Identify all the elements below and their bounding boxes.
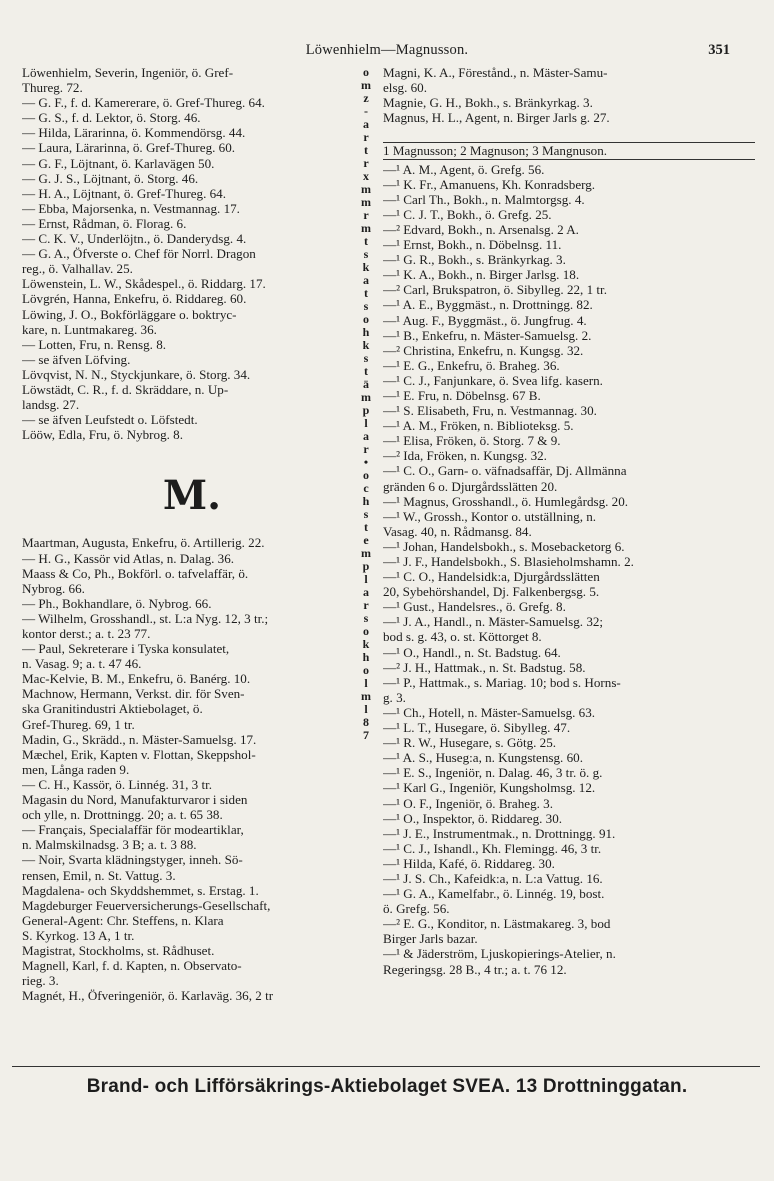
directory-entry: —¹ Hilda, Kafé, ö. Riddareg. 30. (383, 855, 555, 871)
margin-strip-char: t (364, 286, 368, 300)
directory-entry: —¹ C. O., Handelsidk:a, Djurgårdsslätten (383, 569, 600, 585)
margin-strip-char: a (363, 117, 369, 131)
directory-entry: — se äfven Leufstedt o. Löfstedt. (22, 412, 198, 428)
margin-strip-char: l (364, 702, 368, 716)
margin-strip-char: o (363, 468, 369, 482)
footer-rule (12, 1066, 760, 1067)
directory-entry: Magnie, G. H., Bokh., s. Bränkyrkag. 3. (383, 95, 593, 111)
margin-strip-char: m (361, 195, 371, 209)
directory-entry: —¹ O., Inspektor, ö. Riddareg. 30. (383, 810, 563, 826)
margin-strip-char: s (363, 611, 369, 625)
directory-entry: — Ebba, Majorsenka, n. Vestmannag. 17. (22, 200, 240, 216)
directory-entry: —¹ O., Handl., n. St. Badstug. 64. (383, 644, 561, 660)
directory-entry: Birger Jarls bazar. (383, 931, 478, 947)
running-title: Löwenhielm—Magnusson. (305, 42, 469, 58)
directory-entry: kontor derst.; a. t. 23 77. (22, 626, 151, 641)
directory-entry: — Wilhelm, Grosshandl., st. L:a Nyg. 12, 3 tr.; (22, 610, 269, 626)
margin-strip-char: k (362, 637, 370, 651)
name-variants-box: 1 Magnusson; 2 Magnuson; 3 Mangnuson. (383, 142, 755, 159)
margin-advert-strip (355, 66, 377, 746)
directory-entry: Mac-Kelvie, B. M., Enkefru, ö. Banérg. 10. (22, 671, 251, 687)
directory-entry: —¹ J. E., Instrumentmak., n. Drottningg. 91. (383, 825, 616, 841)
directory-entry: landsg. 27. (22, 397, 80, 413)
directory-entry: — Hilda, Lärarinna, ö. Kommendörsg. 44. (22, 125, 246, 141)
directory-entry: —¹ S. Elisabeth, Fru, n. Vestmannag. 30. (383, 403, 597, 419)
directory-entry: —¹ W., Grossh., Kontor o. utställning, n. (383, 508, 597, 524)
directory-entry: 20, Sybehörshandel, Dj. Falkenbergsg. 5. (383, 584, 600, 600)
directory-entry: —² Christina, Enkefru, n. Kungsg. 32. (383, 342, 584, 358)
margin-strip-char: t (364, 143, 368, 157)
margin-strip-char: o (363, 312, 369, 326)
directory-entry: Magni, K. A., Förestånd., n. Mäster-Samu- (383, 65, 608, 80)
directory-entry: Gref-Thureg. 69, 1 tr. (22, 716, 135, 732)
directory-entry: —¹ O. F., Ingeniör, ö. Braheg. 3. (383, 795, 554, 811)
directory-entry: S. Kyrkog. 13 A, 1 tr. (22, 927, 135, 943)
footer-advertisement: Brand- och Lifförsäkrings-Aktiebolaget SVEA. 13 Drottninggatan. (86, 1076, 688, 1097)
directory-entry: — H. G., Kassör vid Atlas, n. Dalag. 36. (22, 550, 235, 566)
margin-strip-char: ä (363, 377, 369, 391)
directory-entry: — se äfven Löfving. (22, 351, 131, 367)
directory-entry: Lövqvist, N. N., Styckjunkare, ö. Storg. 34. (22, 366, 251, 382)
margin-strip-char: c (363, 481, 369, 495)
directory-entry: —¹ Johan, Handelsbokh., s. Mosebacketorg 6. (383, 538, 625, 554)
margin-strip-char: m (361, 78, 371, 92)
directory-entry: n. Vasag. 9; a. t. 47 46. (22, 656, 142, 672)
directory-entry: — C. H., Kassör, ö. Linnég. 31, 3 tr. (22, 776, 213, 792)
left-column (22, 65, 352, 1003)
directory-entry: Regeringsg. 28 B., 4 tr.; a. t. 76 12. (383, 961, 567, 977)
directory-entry: — Noir, Svarta klädningstyger, inneh. Sö- (22, 852, 243, 868)
directory-entry: —¹ Aug. F., Byggmäst., ö. Jungfrug. 4. (383, 312, 587, 328)
directory-entry: —¹ L. T., Husegare, ö. Sibylleg. 47. (383, 720, 571, 736)
margin-strip-char: m (361, 390, 371, 404)
page-header (0, 42, 774, 62)
directory-entry: — G. F., Löjtnant, ö. Karlavägen 50. (22, 155, 215, 171)
directory-entry: —¹ E. G., Enkefru, ö. Braheg. 36. (383, 357, 560, 373)
margin-strip-char: k (362, 338, 370, 352)
margin-strip-char: m (361, 546, 371, 560)
directory-entry: —¹ A. S., Huseg:a, n. Kungstensg. 60. (383, 750, 583, 766)
spacer (383, 125, 755, 140)
directory-entry: — Ph., Bokhandlare, ö. Nybrog. 66. (22, 595, 212, 611)
directory-entry: rensen, Emil, n. St. Vattug. 3. (22, 867, 176, 883)
directory-entry: — Ernst, Rådman, ö. Florag. 6. (22, 215, 187, 231)
directory-entry: —² E. G., Konditor, n. Lästmakareg. 3, bod (383, 916, 611, 932)
directory-entry: Löwing, J. O., Bokförläggare o. boktryc- (22, 306, 237, 322)
margin-strip-char: • (363, 455, 369, 469)
directory-entry: —¹ E. S., Ingeniör, n. Dalag. 46, 3 tr. ö. g. (383, 765, 603, 781)
directory-entry: Maass & Co, Ph., Bokförl. o. tafvelaffär, ö. (22, 565, 249, 581)
directory-entry: —¹ G. A., Kamelfabr., ö. Linnég. 19, bost. (383, 886, 605, 902)
margin-strip-char: s (363, 247, 369, 261)
margin-strip-char: r (363, 156, 369, 170)
directory-entry: —¹ C. J., Fanjunkare, ö. Svea lifg. kasern. (383, 372, 603, 388)
directory-entry: General-Agent: Chr. Steffens, n. Klara (22, 912, 224, 928)
page-number: 351 (708, 42, 730, 58)
directory-entry: men, Långa raden 9. (22, 761, 130, 777)
directory-entry: — H. A., Löjtnant, ö. Gref-Thureg. 64. (22, 185, 227, 201)
directory-entry: Magdeburger Feuerversicherungs-Gesellschaft, (22, 897, 271, 913)
margin-strip-char: a (363, 273, 369, 287)
margin-strip-char: - (364, 104, 368, 118)
margin-strip-char: t (364, 234, 368, 248)
margin-strip-char: h (362, 325, 370, 339)
directory-entry: Magnét, H., Öfveringeniör, ö. Karlaväg. 36, 2 tr (22, 988, 274, 1004)
directory-entry: ö. Grefg. 56. (383, 901, 450, 917)
margin-strip-char: k (362, 260, 370, 274)
directory-entry: —¹ P., Hattmak., s. Mariag. 10; bod s. Horns- (383, 674, 621, 690)
directory-entry: Mæchel, Erik, Kapten v. Flottan, Skeppshol- (22, 746, 256, 762)
directory-entry: — C. K. V., Underlöjtn., ö. Danderydsg. 4. (22, 231, 247, 247)
directory-entry: —¹ C. O., Garn- o. väfnadsaffär, Dj. Allmänna (383, 463, 627, 479)
directory-entry: —¹ Karl G., Ingeniör, Kungsholmsg. 12. (383, 780, 596, 796)
directory-entry: —¹ Ernst, Bokh., n. Döbelnsg. 11. (383, 237, 562, 253)
directory-entry: Magasin du Nord, Manufakturvaror i siden (22, 792, 248, 808)
directory-entry: —¹ R. W., Husegare, s. Götg. 25. (383, 735, 557, 751)
margin-strip-char: p (362, 559, 370, 573)
directory-entry: Magdalena- och Skyddshemmet, s. Erstag. 1. (22, 882, 259, 898)
margin-strip-char: l (364, 416, 368, 430)
margin-strip-char: s (363, 351, 369, 365)
margin-strip-char: s (363, 299, 369, 313)
directory-entry: — Laura, Lärarinna, ö. Gref-Thureg. 60. (22, 140, 236, 156)
directory-entry: elsg. 60. (383, 80, 428, 96)
directory-entry: reg., ö. Valhallav. 25. (22, 261, 133, 277)
margin-strip-char: s (363, 507, 369, 521)
directory-entry: —¹ G. R., Bokh., s. Bränkyrkag. 3. (383, 252, 566, 268)
directory-entry: bod s. g. 43, o. st. Köttorget 8. (383, 629, 542, 645)
directory-entry: — G. J. S., Löjtnant, ö. Storg. 46. (22, 170, 199, 186)
margin-strip-char: e (363, 533, 369, 547)
margin-strip-char: m (361, 689, 371, 703)
directory-entry: Lövgrén, Hanna, Enkefru, ö. Riddareg. 60. (22, 291, 247, 307)
margin-strip-char: r (363, 208, 369, 222)
margin-strip-char: a (363, 429, 369, 443)
margin-strip-char: 8 (363, 715, 369, 729)
directory-entry: Madin, G., Skrädd., n. Mäster-Samuelsg. 17. (22, 731, 257, 747)
directory-entry: Löwenhielm, Severin, Ingeniör, ö. Gref- (22, 65, 234, 80)
directory-entry: Maartman, Augusta, Enkefru, ö. Artillerig. 22. (22, 535, 265, 551)
margin-strip-char: o (363, 624, 369, 638)
margin-strip-char: l (364, 676, 368, 690)
margin-strip-char: a (363, 585, 369, 599)
directory-entry: Nybrog. 66. (22, 580, 85, 596)
directory-entry: —² Ida, Fröken, n. Kungsg. 32. (383, 448, 547, 464)
directory-entry: Vasag. 40, n. Rådmansg. 84. (383, 523, 532, 539)
section-letter: M. (162, 472, 222, 520)
directory-entry: —¹ K. A., Bokh., n. Birger Jarlsg. 18. (383, 267, 580, 283)
directory-entry: —¹ J. A., Handl., n. Mäster-Samuelsg. 32; (383, 614, 604, 630)
directory-entry: —² Edvard, Bokh., n. Arsenalsg. 2 A. (383, 221, 579, 237)
directory-entry: —¹ & Jäderström, Ljuskopierings-Atelier, n. (383, 946, 616, 962)
margin-strip-char: 7 (363, 728, 369, 742)
directory-entry: — G. S., f. d. Lektor, ö. Storg. 46. (22, 110, 201, 126)
directory-entry: g. 3. (383, 689, 406, 705)
directory-entry: och ylle, n. Drottningg. 20; a. t. 65 38. (22, 807, 223, 823)
margin-strip-char: l (364, 572, 368, 586)
directory-entry: —¹ Carl Th., Bokh., n. Malmtorgsg. 4. (383, 191, 585, 207)
margin-strip-char: x (363, 169, 369, 183)
directory-entry: Machnow, Hermann, Verkst. dir. för Sven- (22, 686, 245, 702)
directory-entry: Lööw, Edla, Fru, ö. Nybrog. 8. (22, 427, 183, 443)
margin-strip-char: t (364, 520, 368, 534)
directory-entry: kare, n. Luntmakareg. 36. (22, 321, 157, 337)
margin-strip-char: m (361, 182, 371, 196)
directory-entry: —¹ Gust., Handelsres., ö. Grefg. 8. (383, 599, 566, 615)
margin-strip-char: h (362, 494, 370, 508)
margin-strip-char: h (362, 650, 370, 664)
directory-entry: —¹ B., Enkefru, n. Mäster-Samuelsg. 2. (383, 327, 592, 343)
spacer (22, 442, 352, 457)
directory-entry: gränden 6 o. Djurgårdsslätten 20. (383, 478, 558, 494)
directory-entry: —¹ C. J. T., Bokh., ö. Grefg. 25. (383, 206, 552, 222)
directory-entry: —¹ A. E., Byggmäst., n. Drottningg. 82. (383, 297, 593, 313)
margin-strip-char: r (363, 130, 369, 144)
directory-entry: ska Granitindustri Aktiebolaget, ö. (22, 701, 203, 717)
directory-entry: —¹ E. Fru, n. Döbelnsg. 67 B. (383, 387, 541, 403)
directory-entry: — Lotten, Fru, n. Rensg. 8. (22, 336, 167, 352)
directory-entry: —¹ A. M., Agent, ö. Grefg. 56. (383, 161, 545, 177)
directory-entry: —¹ Magnus, Grosshandl., ö. Humlegårdsg. 20. (383, 493, 629, 509)
directory-entry: —¹ C. J., Ishandl., Kh. Flemingg. 46, 3 tr. (383, 840, 602, 856)
directory-entry: n. Malmskilnadsg. 3 B; a. t. 3 88. (22, 837, 197, 853)
directory-entry: — Paul, Sekreterare i Tyska konsulatet, (22, 641, 230, 657)
margin-strip-char: p (362, 403, 370, 417)
margin-strip-char: z (363, 91, 369, 105)
margin-strip-char: r (363, 442, 369, 456)
directory-entry: —² J. H., Hattmak., n. St. Badstug. 58. (383, 659, 586, 675)
directory-entry: — G. A., Öfverste o. Chef för Norrl. Dragon (22, 246, 256, 262)
directory-entry: Magnell, Karl, f. d. Kapten, n. Observato- (22, 958, 242, 974)
directory-entry: —¹ A. M., Fröken, n. Biblioteksg. 5. (383, 418, 574, 434)
directory-entry: —¹ Ch., Hotell, n. Mäster-Samuelsg. 63. (383, 704, 596, 720)
directory-entry: Löwstädt, C. R., f. d. Skräddare, n. Up- (22, 381, 229, 397)
directory-entry: —¹ Elisa, Fröken, ö. Storg. 7 & 9. (383, 433, 561, 449)
margin-strip-char: o (363, 65, 369, 79)
directory-entry: —¹ K. Fr., Amanuens, Kh. Konradsberg. (383, 176, 596, 192)
margin-strip-char: m (361, 221, 371, 235)
directory-entry: Magnus, H. L., Agent, n. Birger Jarls g. 27. (383, 110, 610, 126)
directory-entry: Löwenstein, L. W., Skådespel., ö. Riddarg. 17. (22, 276, 266, 292)
directory-entry: Thureg. 72. (22, 80, 83, 96)
directory-entry: —¹ J. F., Handelsbokh., S. Blasieholmshamn. 2. (383, 554, 634, 569)
directory-entry: —¹ J. S. Ch., Kafeidk:a, n. L:a Vattug. 16. (383, 870, 603, 886)
directory-entry: rieg. 3. (22, 973, 59, 989)
right-column (383, 65, 755, 977)
directory-entry: — Français, Specialaffär för modeartiklar, (22, 822, 244, 838)
directory-entry: —² Carl, Brukspatron, ö. Sibylleg. 22, 1 tr. (383, 282, 607, 298)
margin-strip-char: o (363, 663, 369, 677)
directory-entry: Magistrat, Stockholms, st. Rådhuset. (22, 942, 215, 958)
margin-strip-char: r (363, 598, 369, 612)
directory-entry: — G. F., f. d. Kamererare, ö. Gref-Thureg. 64. (22, 95, 265, 111)
margin-strip-char: t (364, 364, 368, 378)
